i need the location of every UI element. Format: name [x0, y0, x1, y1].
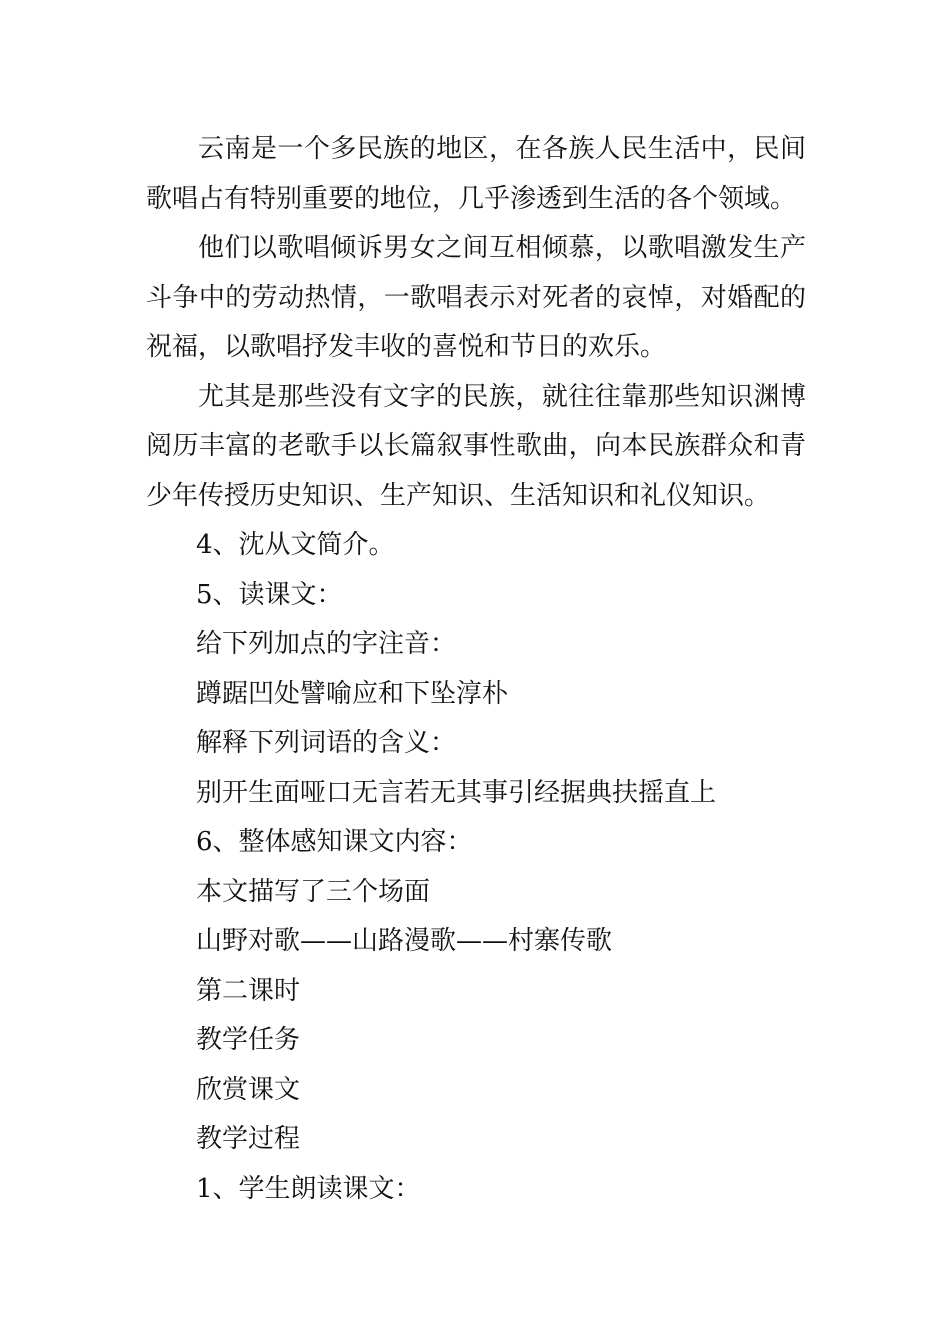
teaching-task-heading: 教学任务 — [196, 1025, 301, 1055]
scenes-list: 山野对歌——山路漫歌——村寨传歌 — [196, 926, 613, 956]
teaching-task-text: 欣赏课文 — [196, 1074, 301, 1105]
vocabulary-words: 别开生面哑口无言若无其事引经据典扶摇直上 — [196, 777, 717, 808]
paragraph-singing-uses: 他们以歌唱倾诉男女之间互相倾慕，以歌唱激发生产斗争中的劳动热情，一歌唱表示对死者的哀悼，对婚配的祝福，以歌唱抒发丰收的喜悦和节日的欢乐。 — [146, 233, 806, 362]
step-read-aloud: 1、学生朗读课文： — [196, 1173, 421, 1204]
overview-text: 本文描写了三个场面 — [196, 876, 431, 907]
pronunciation-heading: 给下列加点的字注音： — [196, 629, 457, 659]
document-body — [146, 125, 806, 1214]
item-read-text: 5、读课文： — [196, 579, 343, 610]
paragraph-oral-tradition: 尤其是那些没有文字的民族，就往往靠那些知识渊博阅历丰富的老歌手以长篇叙事性歌曲，向本民族群众和青少年传授历史知识、生产知识、生活知识和礼仪知识。 — [146, 381, 806, 511]
item-overview: 6、整体感知课文内容： — [196, 827, 473, 857]
teaching-process-heading: 教学过程 — [196, 1124, 301, 1154]
item-author-intro: 4、沈从文简介。 — [196, 530, 395, 560]
vocabulary-heading: 解释下列词语的含义： — [196, 728, 457, 758]
lesson-two-title: 第二课时 — [196, 975, 301, 1006]
paragraph-yunnan-intro: 云南是一个多民族的地区，在各族人民生活中，民间歌唱占有特别重要的地位，几乎渗透到生活的各个领域。 — [146, 134, 806, 214]
pronunciation-words: 蹲踞凹处譬喻应和下坠淳朴 — [196, 678, 509, 709]
